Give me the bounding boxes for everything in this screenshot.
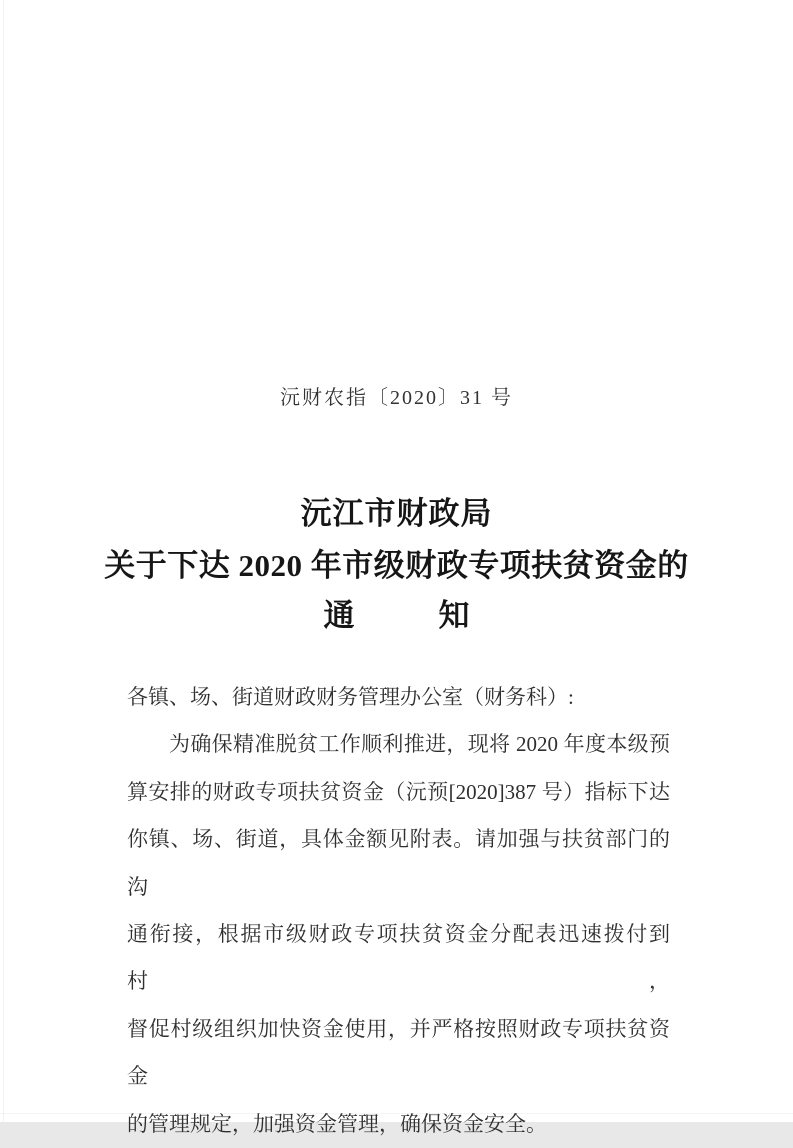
title-notice-char-right: 知 xyxy=(438,598,470,633)
title-notice xyxy=(0,590,793,635)
title-organization: 沅江市财政局 xyxy=(300,496,493,531)
document-body xyxy=(127,674,670,1148)
paragraph-line: 算安排的财政专项扶贫资金（沅预[2020]387 号）指标下达 xyxy=(127,779,671,804)
salutation-line: 各镇、场、街道财政财务管理办公室（财务科）: xyxy=(127,685,574,709)
title-subject: 关于下达 2020 年市级财政专项扶贫资金的 xyxy=(104,548,689,583)
paragraph-line: 通衔接，根据市级财政专项扶贫资金分配表迅速拨付到村， xyxy=(127,922,670,994)
paragraph-line: 督促村级组织加快资金使用，并严格按照财政专项扶贫资金 xyxy=(127,1016,670,1089)
paragraph-line: 你镇、场、街道，具体金额见附表。请加强与扶贫部门的沟 xyxy=(127,827,670,899)
paragraph-line: 为确保精准脱贫工作顺利推进，现将 2020 年度本级预 xyxy=(169,732,670,757)
paragraph-line: 的管理规定，加强资金管理，确保资金安全。 xyxy=(127,1111,547,1136)
title-notice-char-left: 通 xyxy=(323,598,355,633)
document-number: 沅财农指〔2020〕31 号 xyxy=(280,387,513,409)
